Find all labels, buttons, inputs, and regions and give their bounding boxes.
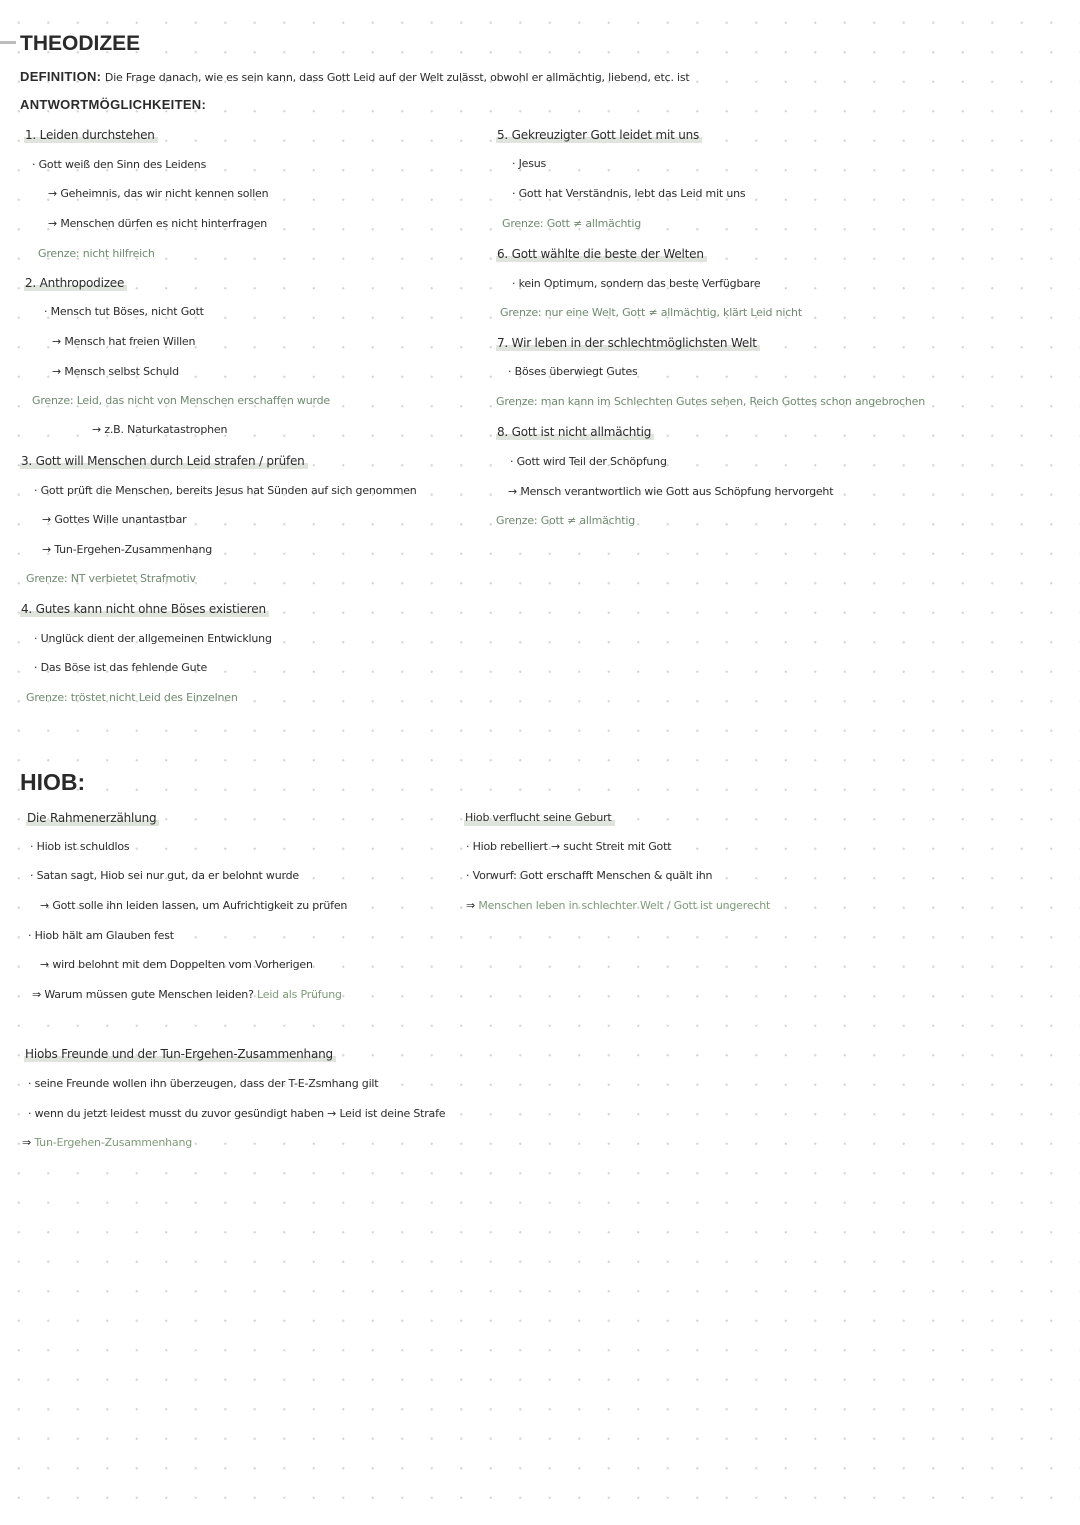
answer-grenze: Grenze: NT verbietet Strafmotiv (26, 572, 196, 585)
hiob-conclusion (466, 898, 770, 914)
answer-point: · Gott hat Verständnis, lebt das Leid mit uns (512, 187, 746, 200)
answer-point: · Gott wird Teil der Schöpfung (510, 455, 667, 468)
answer-heading: 6. Gott wählte die beste der Welten (496, 246, 707, 262)
answer-point: · kein Optimum, sondern das beste Verfügbare (512, 277, 761, 290)
answer-grenze: Grenze: tröstet nicht Leid des Einzelnen (26, 691, 238, 704)
title-marker-bar (0, 41, 16, 44)
definition-line (20, 69, 690, 86)
hiob-point: · seine Freunde wollen ihn überzeugen, dass der T-E-Zsmhang gilt (28, 1077, 379, 1090)
answer-subpoint: → Menschen dürfen es nicht hinterfragen (48, 217, 268, 230)
answer-grenze: Grenze: man kann im Schlechten Gutes sehen, Reich Gottes schon angebrochen (496, 395, 925, 408)
answer-heading: 1. Leiden durchstehen (24, 127, 158, 143)
answer-grenze: Grenze: Gott ≠ allmächtig (502, 217, 642, 230)
hiob-conclusion-text: ⇒ (22, 1136, 32, 1149)
answer-grenze: Grenze: nur eine Welt, Gott ≠ allmächtig, klärt Leid nicht (500, 306, 802, 319)
hiob-conclusion-text: ⇒ Warum müssen gute Menschen leiden? (32, 988, 254, 1001)
hiob-point: · Satan sagt, Hiob sei nur gut, da er belohnt wurde (30, 869, 299, 882)
answer-heading: 5. Gekreuzigter Gott leidet mit uns (496, 127, 702, 143)
answer-grenze: Grenze: Gott ≠ allmächtig (496, 514, 636, 527)
definition-text: Die Frage danach, wie es sein kann, dass Gott Leid auf der Welt zulässt, obwohl er allmächtig, liebend, etc. ist (104, 71, 690, 84)
answer-point: · Böses überwiegt Gutes (508, 365, 638, 378)
answer-point: · Unglück dient der allgemeinen Entwicklung (34, 632, 272, 645)
hiob-point: · Hiob rebelliert → sucht Streit mit Gott (466, 840, 672, 853)
answer-heading: 8. Gott ist nicht allmächtig (496, 424, 654, 440)
hiob-title: HIOB: (20, 769, 86, 795)
hiob-heading: Hiob verflucht seine Geburt (464, 810, 615, 826)
hiob-heading: Die Rahmenerzählung (26, 810, 159, 826)
hiob-point: · Vorwurf: Gott erschafft Menschen & quält ihn (466, 869, 713, 882)
answer-point: · Jesus (512, 157, 547, 170)
answer-point: · Mensch tut Böses, nicht Gott (44, 305, 204, 318)
hiob-conclusion-text: ⇒ (466, 899, 476, 912)
answer-point: · Gott weiß den Sinn des Leidens (32, 158, 207, 171)
answer-subpoint: → Mensch selbst Schuld (52, 365, 179, 378)
answer-subpoint: → Tun-Ergehen-Zusammenhang (42, 543, 212, 556)
hiob-point: · Hiob hält am Glauben fest (28, 929, 174, 942)
hiob-heading: Hiobs Freunde und der Tun-Ergehen-Zusammenhang (24, 1046, 336, 1062)
answer-heading: 4. Gutes kann nicht ohne Böses existieren (20, 601, 269, 617)
hiob-conclusion-accent: Menschen leben in schlechter Welt / Gott ist ungerecht (478, 899, 771, 912)
hiob-subpoint: → Gott solle ihn leiden lassen, um Aufrichtigkeit zu prüfen (40, 899, 348, 912)
answers-label: ANTWORTMÖGLICHKEITEN: (20, 97, 207, 112)
answer-heading: 2. Anthropodizee (24, 275, 127, 291)
hiob-point: · Hiob ist schuldlos (30, 840, 130, 853)
answer-point: · Das Böse ist das fehlende Gute (34, 661, 208, 674)
answer-subpoint: → Geheimnis, das wir nicht kennen sollen (48, 187, 269, 200)
answer-subpoint: → Mensch hat freien Willen (52, 335, 196, 348)
answer-heading: 7. Wir leben in der schlechtmöglichsten Welt (496, 335, 760, 351)
answer-grenze: Grenze: Leid, das nicht von Menschen erschaffen wurde (32, 394, 330, 407)
definition-label: DEFINITION: (20, 69, 102, 84)
answer-subpoint: → Gottes Wille unantastbar (42, 513, 187, 526)
page-title: THEODIZEE (20, 32, 141, 55)
hiob-conclusion-accent: Tun-Ergehen-Zusammenhang (34, 1136, 193, 1149)
answer-heading: 3. Gott will Menschen durch Leid strafen / prüfen (20, 453, 308, 469)
hiob-point: · wenn du jetzt leidest musst du zuvor gesündigt haben → Leid ist deine Strafe (28, 1107, 446, 1120)
hiob-conclusion (22, 1135, 192, 1151)
hiob-conclusion-accent: Leid als Prüfung (257, 988, 342, 1001)
answer-subpoint: → z.B. Naturkatastrophen (92, 423, 228, 436)
hiob-subpoint: → wird belohnt mit dem Doppelten vom Vorherigen (40, 958, 313, 971)
answer-subpoint: → Mensch verantwortlich wie Gott aus Schöpfung hervorgeht (508, 485, 834, 498)
answer-grenze: Grenze: nicht hilfreich (38, 247, 155, 260)
answer-point: · Gott prüft die Menschen, bereits Jesus hat Sünden auf sich genommen (34, 484, 417, 497)
hiob-conclusion (32, 987, 342, 1003)
